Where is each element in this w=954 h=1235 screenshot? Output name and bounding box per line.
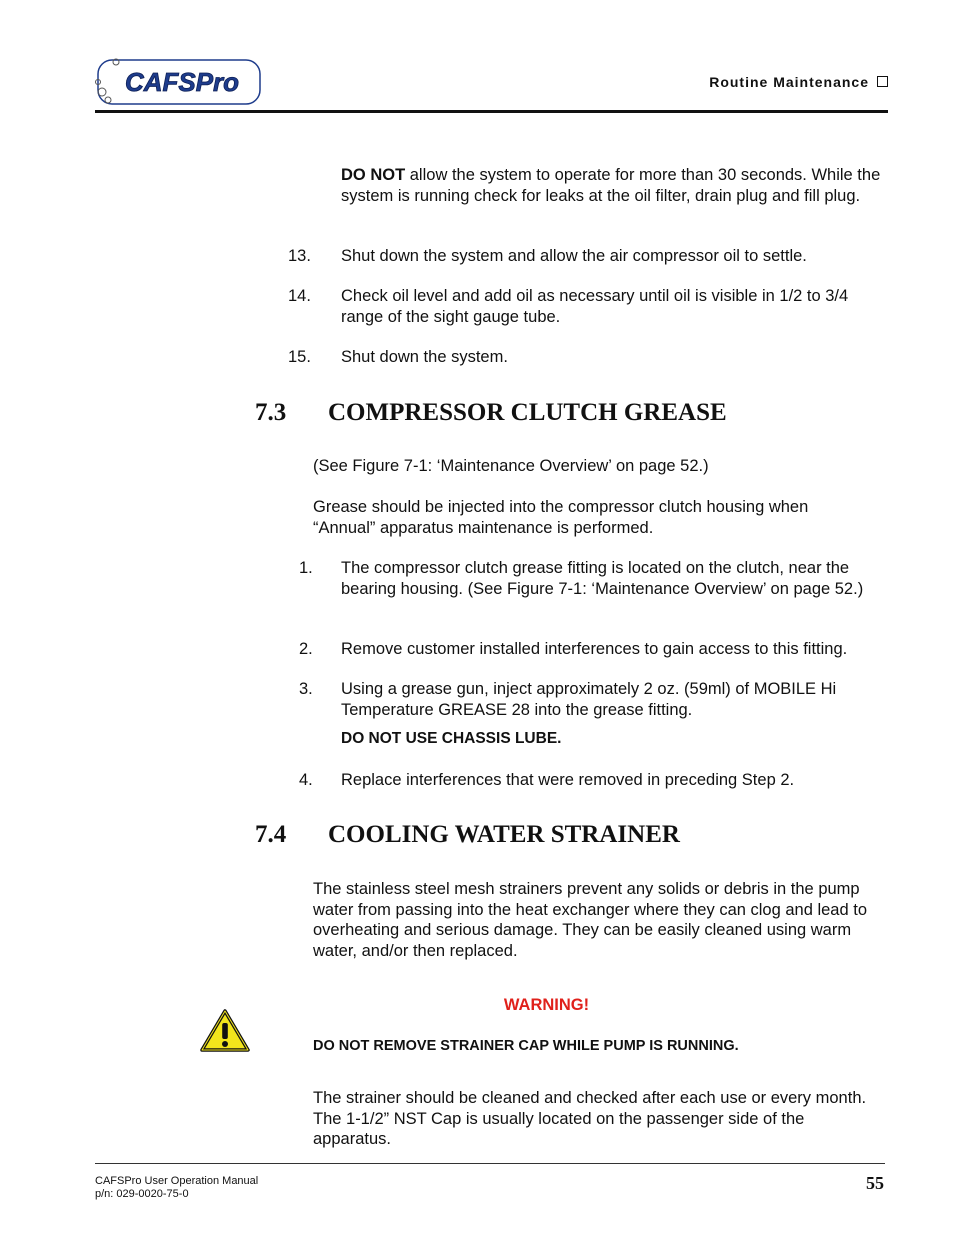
- step-text: Using a grease gun, inject approximately 2 oz. (59ml) of MOBILE Hi Temperature GREASE 28 into the grease fitting.: [341, 680, 837, 719]
- step-text: The compressor clutch grease fitting is located on the clutch, near the bearing housing. (See Figure 7-1: ‘Maintenance Overview’ on page 52.): [341, 559, 864, 598]
- closing-paragraph: The strainer should be cleaned and checked after each use or every month. The 1-1/2” NST Cap is usually located on the passenger side of the apparatus.: [313, 1089, 867, 1148]
- section-heading: 7.3 COMPRESSOR CLUTCH GREASE: [255, 399, 727, 426]
- step-text: Remove customer installed interferences to gain access to this fitting.: [341, 640, 848, 658]
- step-number: 4.: [299, 771, 313, 789]
- checkbox-square-icon: [877, 76, 888, 87]
- section-intro: Grease should be injected into the compressor clutch housing when “Annual” apparatus maintenance is performed.: [313, 498, 809, 537]
- caution-note: DO NOT USE CHASSIS LUBE.: [341, 730, 562, 747]
- step-text: Replace interferences that were removed in preceding Step 2.: [341, 771, 795, 789]
- step-text: Shut down the system.: [341, 348, 508, 366]
- operation-note: DO NOT allow the system to operate for more than 30 seconds. While the system is running check for leaks at the oil filter, drain plug and fill plug.: [341, 166, 881, 205]
- header-section-label: Routine Maintenance: [709, 74, 888, 90]
- page-number: 55: [866, 1173, 884, 1193]
- step-number: 14.: [288, 287, 311, 305]
- step-number: 1.: [299, 559, 313, 577]
- step-text: Check oil level and add oil as necessary until oil is visible in 1/2 to 3/4 range of the sight gauge tube.: [341, 287, 849, 326]
- header-divider: [95, 110, 888, 113]
- figure-reference: (See Figure 7-1: ‘Maintenance Overview’ on page 52.): [313, 457, 709, 475]
- cafspro-logo: [92, 56, 264, 108]
- step-number: 15.: [288, 348, 311, 366]
- step-number: 2.: [299, 640, 313, 658]
- part-number: p/n: 029-0020-75-0: [95, 1188, 189, 1200]
- warning-title: WARNING!: [503, 996, 590, 1014]
- step-number: 13.: [288, 247, 311, 265]
- warning-triangle-icon: [199, 1008, 251, 1054]
- footer-divider: [95, 1163, 885, 1164]
- warning-text: DO NOT REMOVE STRAINER CAP WHILE PUMP IS RUNNING.: [313, 1038, 739, 1054]
- step-number: 3.: [299, 680, 313, 698]
- manual-title: CAFSPro User Operation Manual: [95, 1175, 259, 1187]
- footer-info: [95, 1175, 258, 1201]
- step-text: Shut down the system and allow the air compressor oil to settle.: [341, 247, 807, 265]
- section-heading: 7.4 COOLING WATER STRAINER: [255, 821, 680, 848]
- svg-text:CAFSPro: CAFSPro: [124, 67, 240, 97]
- section-intro: The stainless steel mesh strainers prevent any solids or debris in the pump water from passing into the heat exchanger where they can clog and lead to overheating and serious damage. They can be easily cleaned using warm water, and/or then replaced.: [313, 880, 868, 960]
